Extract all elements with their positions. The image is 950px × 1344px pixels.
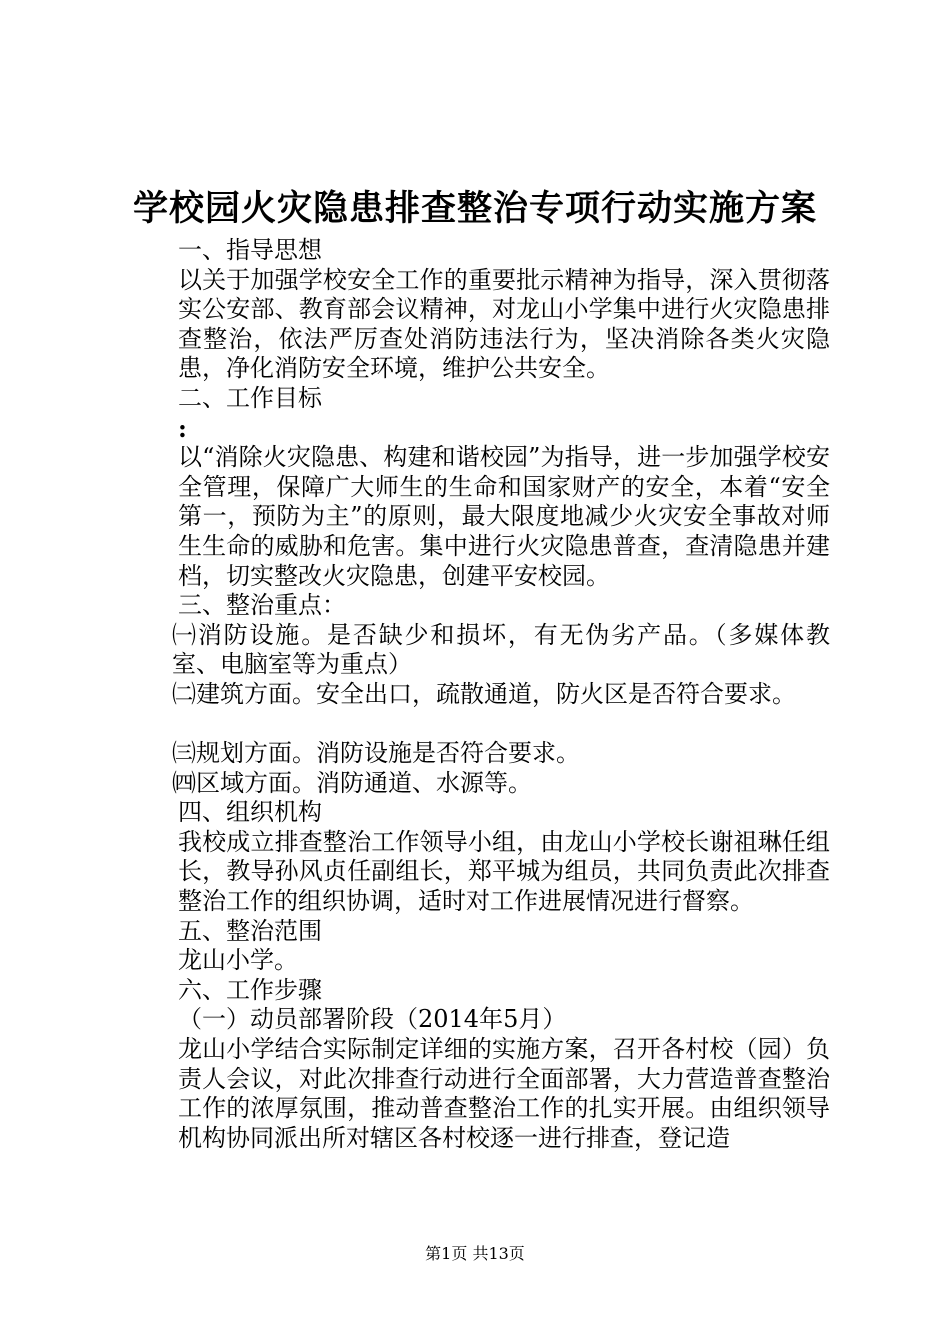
section-heading-6: 六、工作步骤 [178, 975, 322, 1004]
section-heading-3: 三、整治重点： [178, 591, 346, 620]
paragraph: 龙山小学。 [178, 946, 298, 975]
list-item: ㈡建筑方面。安全出口，疏散通道，防火区是否符合要求。 [172, 679, 796, 708]
page-footer: 第1页 共13页 [425, 1244, 525, 1263]
paragraph: 以关于加强学校安全工作的重要批示精神为指导，深入贯彻落实公安部、教育部会议精神，对龙山小学集中进行火灾隐患排查整治，依法严厉查处消防违法行为，坚决消除各类火灾隐患，净化消防安全环境，维护公共安全。 [178, 265, 830, 383]
subsection-heading: （一）动员部署阶段（2014年5月） [178, 1005, 567, 1034]
section-heading-4: 四、组织机构 [178, 798, 322, 827]
list-item: ㈢规划方面。消防设施是否符合要求。 [172, 739, 580, 768]
section-heading-1: 一、指导思想 [178, 236, 322, 264]
stray-colon: : [178, 413, 187, 443]
list-item: ㈠消防设施。是否缺少和损坏，有无伪劣产品。（多媒体教室、电脑室等为重点） [172, 620, 830, 679]
document-title: 学校园火灾隐患排查整治专项行动实施方案 [132, 188, 817, 229]
blank-line [130, 710, 830, 740]
paragraph: 以“消除火灾隐患、构建和谐校园”为指导，进一步加强学校安全管理，保障广大师生的生命和国家财产的安全，本着“安全第一，预防为主”的原则，最大限度地减少火灾安全事故对师生生命的威胁和危害。集中进行火灾隐患普查，查清隐患并建档，切实整改火灾隐患，创建平安校园。 [178, 443, 830, 590]
document-body [130, 236, 830, 1153]
paragraph: 龙山小学结合实际制定详细的实施方案，召开各村校（园）负责人会议，对此次排查行动进行全面部署，大力营造普查整治工作的浓厚氛围，推动普查整治工作的扎实开展。由组织领导机构协同派出所对辖区各村校逐一进行排查，登记造 [178, 1035, 830, 1152]
section-heading-5: 五、整治范围 [178, 916, 322, 945]
section-heading-2: 二、工作目标 [178, 383, 322, 412]
paragraph: 我校成立排查整治工作领导小组，由龙山小学校长谢祖琳任组长，教导孙风贞任副组长，郑平城为组员，共同负责此次排查整治工作的组织协调，适时对工作进展情况进行督察。 [178, 827, 830, 916]
list-item: ㈣区域方面。消防通道、水源等。 [172, 768, 532, 797]
